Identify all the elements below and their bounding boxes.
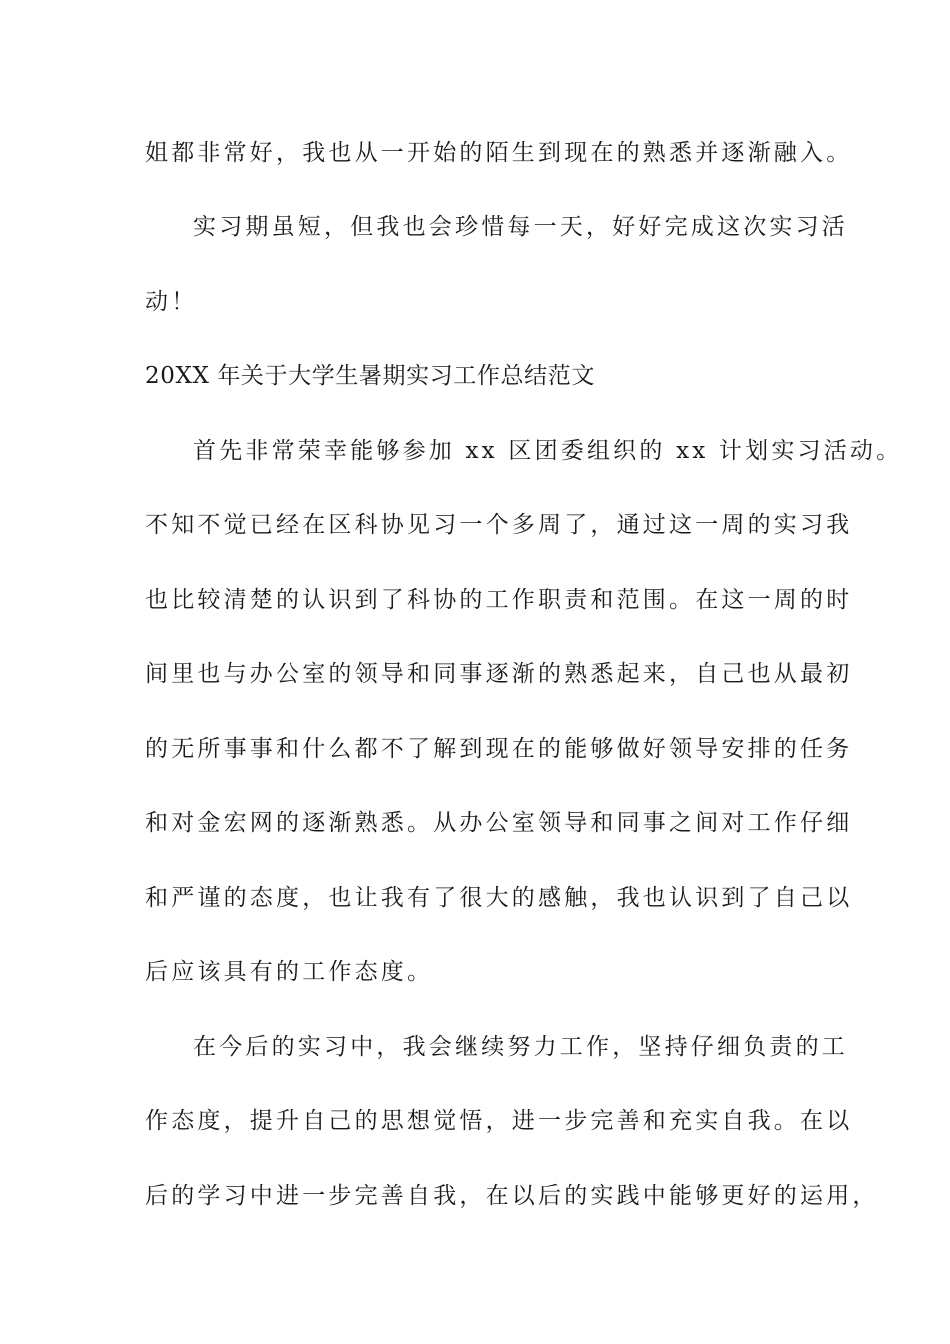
text-line: 间里也与办公室的领导和同事逐渐的熟悉起来，自己也从最初 xyxy=(145,661,853,687)
text-line: 动！ xyxy=(145,289,198,315)
text-line: 后应该具有的工作态度。 xyxy=(145,959,434,985)
section-heading: 20XX 年关于大学生暑期实习工作总结范文 xyxy=(145,363,595,389)
text-line: 姐都非常好，我也从一开始的陌生到现在的熟悉并逐渐融入。 xyxy=(145,140,853,166)
text-line: 和严谨的态度，也让我有了很大的感触，我也认识到了自己以 xyxy=(145,885,853,911)
text-line: 作态度，提升自己的思想觉悟，进一步完善和充实自我。在以 xyxy=(145,1108,853,1134)
paragraph-first-line: 首先非常荣幸能够参加 xx 区团委组织的 xx 计划实习活动。 xyxy=(193,438,903,464)
text-line: 的无所事事和什么都不了解到现在的能够做好领导安排的任务 xyxy=(145,736,853,762)
text-line: 和对金宏网的逐渐熟悉。从办公室领导和同事之间对工作仔细 xyxy=(145,810,853,836)
text-line: 不知不觉已经在区科协见习一个多周了，通过这一周的实习我 xyxy=(145,512,853,538)
paragraph-first-line: 实习期虽短，但我也会珍惜每一天，好好完成这次实习活 xyxy=(193,214,848,240)
text-line: 后的学习中进一步完善自我，在以后的实践中能够更好的运用， xyxy=(145,1183,879,1209)
paragraph-first-line: 在今后的实习中，我会继续努力工作，坚持仔细负责的工 xyxy=(193,1034,848,1060)
text-line: 也比较清楚的认识到了科协的工作职责和范围。在这一周的时 xyxy=(145,587,853,613)
